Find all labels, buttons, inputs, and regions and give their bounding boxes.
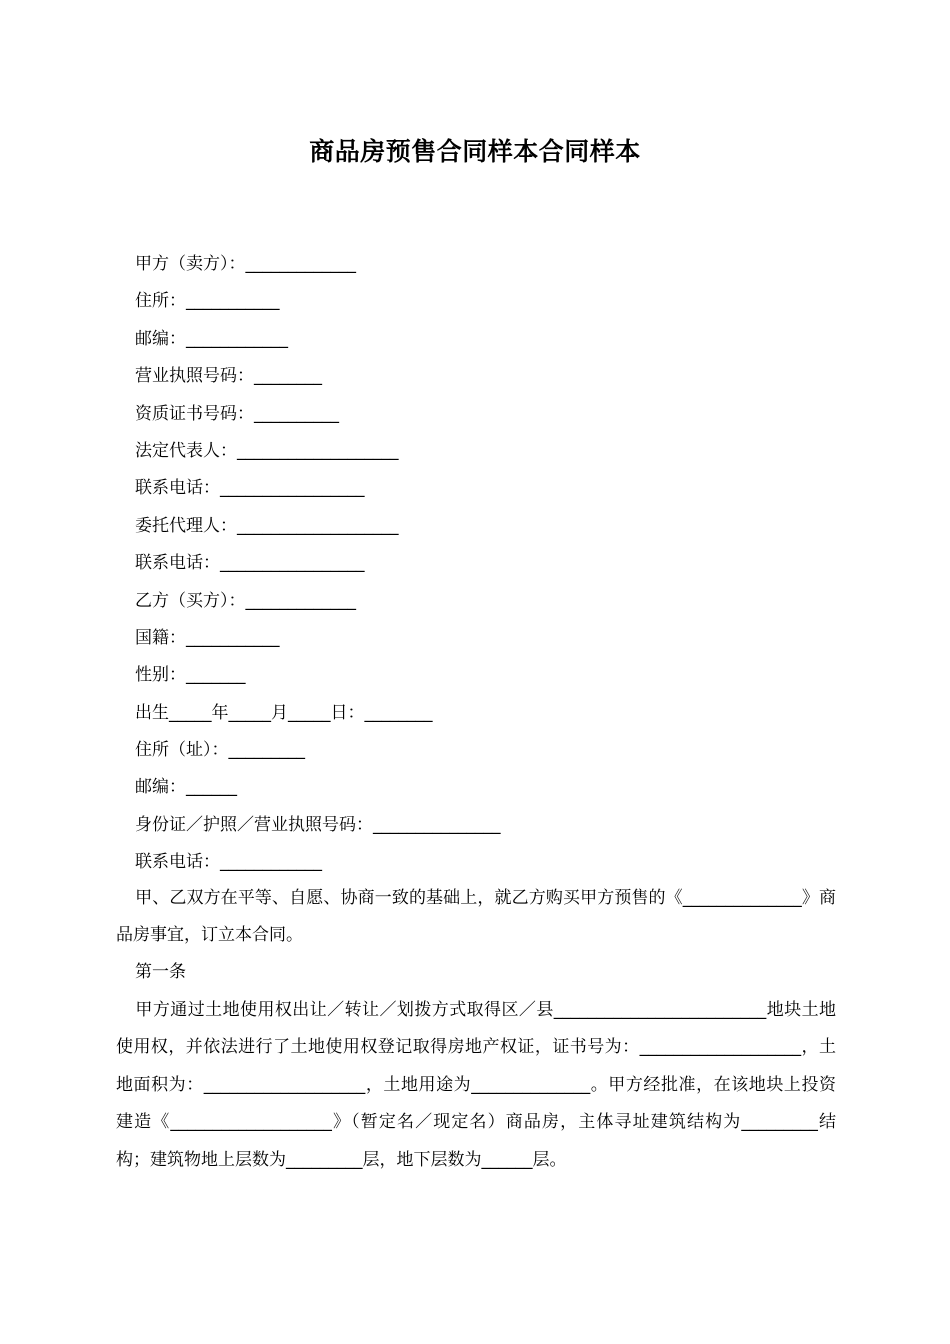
buyer-gender-field: 性别：_______ [135,665,246,686]
seller-address-field: 住所：___________ [135,291,280,312]
seller-business-license-field: 营业执照号码：________ [135,366,322,387]
buyer-phone-field: 联系电话：____________ [135,852,322,873]
seller-legal-representative-field: 法定代表人：___________________ [135,440,399,461]
article-1-paragraph [116,992,836,1179]
buyer-nationality-field: 国籍：___________ [135,627,280,648]
seller-phone-field: 联系电话：_________________ [135,478,365,499]
seller-name-field: 甲方（卖方）：_____________ [135,254,356,274]
buyer-name-field: 乙方（买方）：_____________ [135,590,356,611]
seller-qualification-cert-field: 资质证书号码：__________ [135,403,339,424]
buyer-id-number-field: 身份证／护照／营业执照号码：_______________ [135,814,501,835]
intro-paragraph [116,880,836,955]
page-title: 商品房预售合同样本合同样本 [309,137,641,166]
article-1-text: 甲方通过土地使用权出让／转让／划拨方式取得区／县_________________________地块土地使用权，并依法进行了土地使用权登记取得房地产权证，证书号为：___________________，土地面积为：___________________，土地用途为______________。甲方经批准，在该地块上投资建造《___________________》（暂定名／现定名）商品房，主体寻址建筑结构为_________结构；建筑物地上层数为_________层，地下层数为______层。 [116,1000,836,1170]
buyer-postcode-field: 邮编：______ [135,777,237,798]
seller-postcode-field: 邮编：____________ [135,328,288,349]
seller-agent-phone-field: 联系电话：_________________ [135,553,365,574]
buyer-birth-date-field: 出生_____年_____月_____日：________ [135,702,433,723]
party-field-list [135,246,835,882]
intro-paragraph-text: 甲、乙双方在平等、自愿、协商一致的基础上，就乙方购买甲方预售的《______________》商品房事宜，订立本合同。 [116,888,836,946]
article-1-heading: 第一条 [135,962,186,982]
buyer-address-field: 住所（址）：_________ [135,740,305,761]
seller-agent-field: 委托代理人：___________________ [135,515,399,536]
